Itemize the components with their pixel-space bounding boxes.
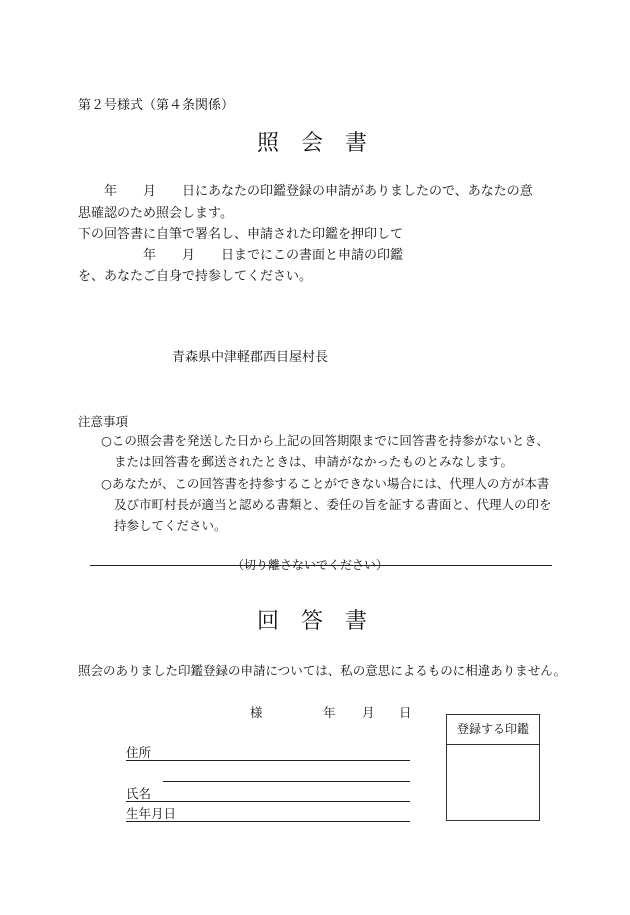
inquiry-line-3: 下の回答書に自筆で署名し、申請された印鑑を押印して [78, 227, 404, 242]
reply-title-char-2: 答 [300, 609, 323, 634]
address-field-line-2[interactable] [163, 781, 410, 782]
inquiry-line-5: を、あなたご自身で持参してください。 [78, 269, 313, 284]
inquiry-title-char-2: 会 [300, 131, 323, 156]
inquiry-line-2: 思確認のため照会します。 [78, 206, 233, 221]
reply-title-char-3: 書 [344, 609, 367, 634]
date-year-label: 年 [323, 705, 336, 720]
cut-line-text: （切り離さないでください） [232, 558, 389, 572]
address-field-line-1[interactable] [126, 760, 410, 761]
sama-label: 様 [250, 705, 263, 720]
reply-title-char-1: 回 [256, 609, 279, 634]
reply-statement: 照会のありました印鑑登録の申請については、私の意思によるものに相違ありません。 [78, 663, 567, 678]
name-label: 氏名 [126, 786, 152, 801]
date-day-label: 日 [399, 705, 412, 720]
inquiry-title-char-3: 書 [344, 131, 367, 156]
seal-box[interactable] [446, 714, 540, 821]
dob-label: 生年月日 [126, 806, 177, 821]
note-2-line-2: 及び市町村長が適当と認める書類と、委任の旨を証する書面と、代理人の印を [114, 497, 552, 512]
reply-title [246, 604, 378, 635]
inquiry-title [246, 126, 378, 157]
note-2-line-1: ○あなたが、この回答書を持参することができない場合には、代理人の方が本書 [101, 476, 550, 491]
dob-field-line[interactable] [126, 821, 410, 822]
name-field-line[interactable] [126, 801, 410, 802]
form-number: 第２号様式（第４条関係） [78, 98, 235, 113]
issuer-name: 青森県中津軽郡西目屋村長 [172, 350, 329, 365]
inquiry-line-4: 年 月 日までにこの書面と申請の印鑑 [78, 248, 404, 263]
seal-box-label: 登録する印鑑 [447, 715, 539, 745]
inquiry-title-char-1: 照 [256, 131, 279, 156]
date-month-label: 月 [362, 705, 375, 720]
address-label: 住所 [126, 745, 152, 760]
note-2-line-3: 持参してください。 [114, 518, 227, 533]
note-1-line-2: または回答書を郵送されたときは、申請がなかったものとみなします。 [114, 454, 514, 469]
inquiry-line-1: 年 月 日にあなたの印鑑登録の申請がありましたので、あなたの意 [78, 184, 533, 199]
notes-heading: 注意事項 [78, 414, 129, 429]
note-1-line-1: ○この照会書を発送した日から上記の回答期限までに回答書を持参がないとき、 [101, 433, 549, 448]
